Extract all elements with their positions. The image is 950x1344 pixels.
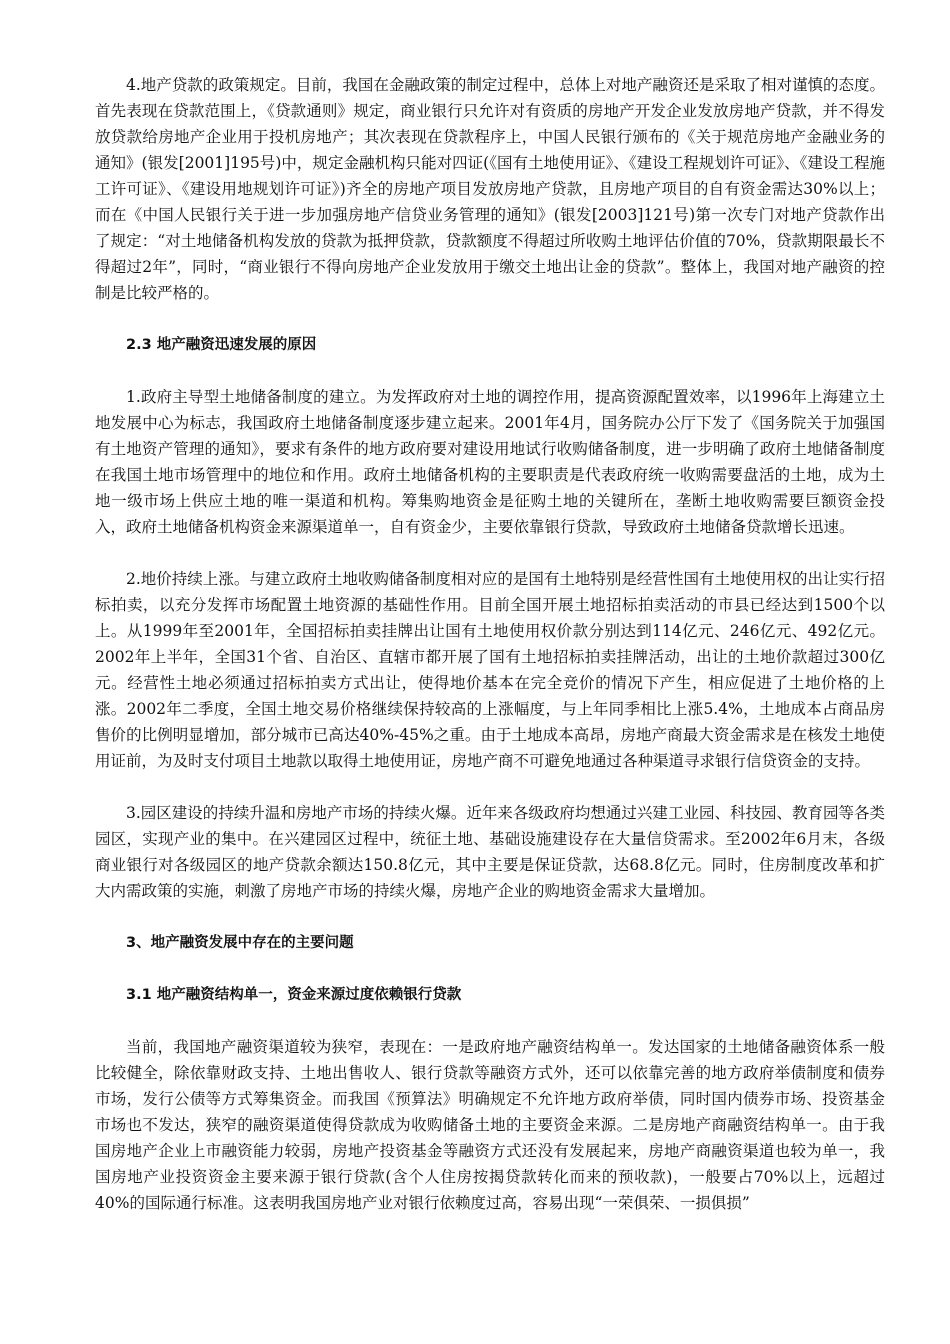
paragraph-land-price-rise: 2.地价持续上涨。与建立政府土地收购储备制度相对应的是国有土地特别是经营性国有土地使用权的出让实行招标拍卖，以充分发挥市场配置土地资源的基础性作用。目前全国开展土地招标拍卖活动的市县已经达到1500个以上。从1999年至2001年，全国招标拍卖挂牌出让国有土地使用权价款分别达到114亿元、246亿元、492亿元。2002年上半年，全国31个省、自治区、直辖市都开展了国有土地招标拍卖挂牌活动，出让的土地价款超过300亿元。经营性土地必须通过招标拍卖方式出让，使得地价基本在完全竞价的情况下产生，相应促进了土地价格的上涨。2002年二季度，全国土地交易价格继续保持较高的上涨幅度，与上年同季相比上涨5.4%，土地成本占商品房售价的比例明显增加，部分城市已高达40%-45%之重。由于土地成本高昂，房地产商最大资金需求是在核发土地使用证前，为及时支付项目土地款以取得土地使用证，房地产商不可避免地通过各种渠道寻求银行信贷资金的支持。 [95,570,885,770]
paragraph-park-construction: 3.园区建设的持续升温和房地产市场的持续火爆。近年来各级政府均想通过兴建工业园、科技园、教育园等各类园区，实现产业的集中。在兴建园区过程中，统征土地、基础设施建设存在大量信贷需求。至2002年6月末，各级商业银行对各级园区的地产贷款余额达150.8亿元，其中主要是保证贷款，达68.8亿元。同时，住房制度改革和扩大内需政策的实施，刺激了房地产市场的持续火爆，房地产企业的购地资金需求大量增加。 [95,804,885,900]
section-heading-3-1: 3.1 地产融资结构单一，资金来源过度依赖银行贷款 [126,987,462,1003]
section-heading-2-3: 2.3 地产融资迅速发展的原因 [126,337,317,353]
paragraph-land-reserve-system: 1.政府主导型土地储备制度的建立。为发挥政府对土地的调控作用，提高资源配置效率，以1996年上海建立土地发展中心为标志，我国政府土地储备制度逐步建立起来。2001年4月，国务院办公厅下发了《国务院关于加强国有土地资产管理的通知》，要求有条件的地方政府要对建设用地试行收购储备制度，进一步明确了政府土地储备制度在我国土地市场管理中的地位和作用。政府土地储备机构的主要职责是代表政府统一收购需要盘活的土地，成为土地一级市场上供应土地的唯一渠道和机构。筹集购地资金是征购土地的关键所在，垄断土地收购需要巨额资金投入，政府土地储备机构资金来源渠道单一，自有资金少，主要依靠银行贷款，导致政府土地储备贷款增长迅速。 [95,388,885,536]
paragraph-financing-structure: 当前，我国地产融资渠道较为狭窄，表现在：一是政府地产融资结构单一。发达国家的土地储备融资体系一般比较健全，除依靠财政支持、土地出售收人、银行贷款等融资方式外，还可以依靠完善的地方政府举债制度和债券市场，发行公债等方式筹集资金。而我国《预算法》明确规定不允许地方政府举债，同时国内债券市场、投资基金市场也不发达，狭窄的融资渠道使得贷款成为收购储备土地的主要资金来源。二是房地产商融资结构单一。由于我国房地产企业上市融资能力较弱，房地产投资基金等融资方式还没有发展起来，房地产商融资渠道也较为单一，我国房地产业投资资金主要来源于银行贷款(含个人住房按揭贷款转化而来的预收款)，一般要占70%以上，远超过40%的国际通行标准。这表明我国房地产业对银行依赖度过高，容易出现“一荣俱荣、一损俱损” [95,1038,885,1212]
section-heading-3: 3、地产融资发展中存在的主要问题 [126,935,354,951]
paragraph-loan-policy: 4.地产贷款的政策规定。目前，我国在金融政策的制定过程中，总体上对地产融资还是采取了相对谨慎的态度。首先表现在贷款范围上，《贷款通则》规定，商业银行只允许对有资质的房地产开发企业发放房地产贷款，并不得发放贷款给房地产企业用于投机房地产；其次表现在贷款程序上，中国人民银行颁布的《关于规范房地产金融业务的通知》(银发[2001]195号)中，规定金融机构只能对四证(《国有土地使用证》、《建设工程规划许可证》、《建设工程施工许可证》、《建设用地规划许可证》)齐全的房地产项目发放房地产贷款，且房地产项目的自有资金需达30%以上；而在《中国人民银行关于进一步加强房地产信贷业务管理的通知》(银发[2003]121号)第一次专门对地产贷款作出了规定：“对土地储备机构发放的贷款为抵押贷款，贷款额度不得超过所收购土地评估价值的70%，贷款期限最长不得超过2年”，同时，“商业银行不得向房地产企业发放用于缴交土地出让金的贷款”。整体上，我国对地产融资的控制是比较严格的。 [95,76,885,302]
document-page [95,72,885,1216]
